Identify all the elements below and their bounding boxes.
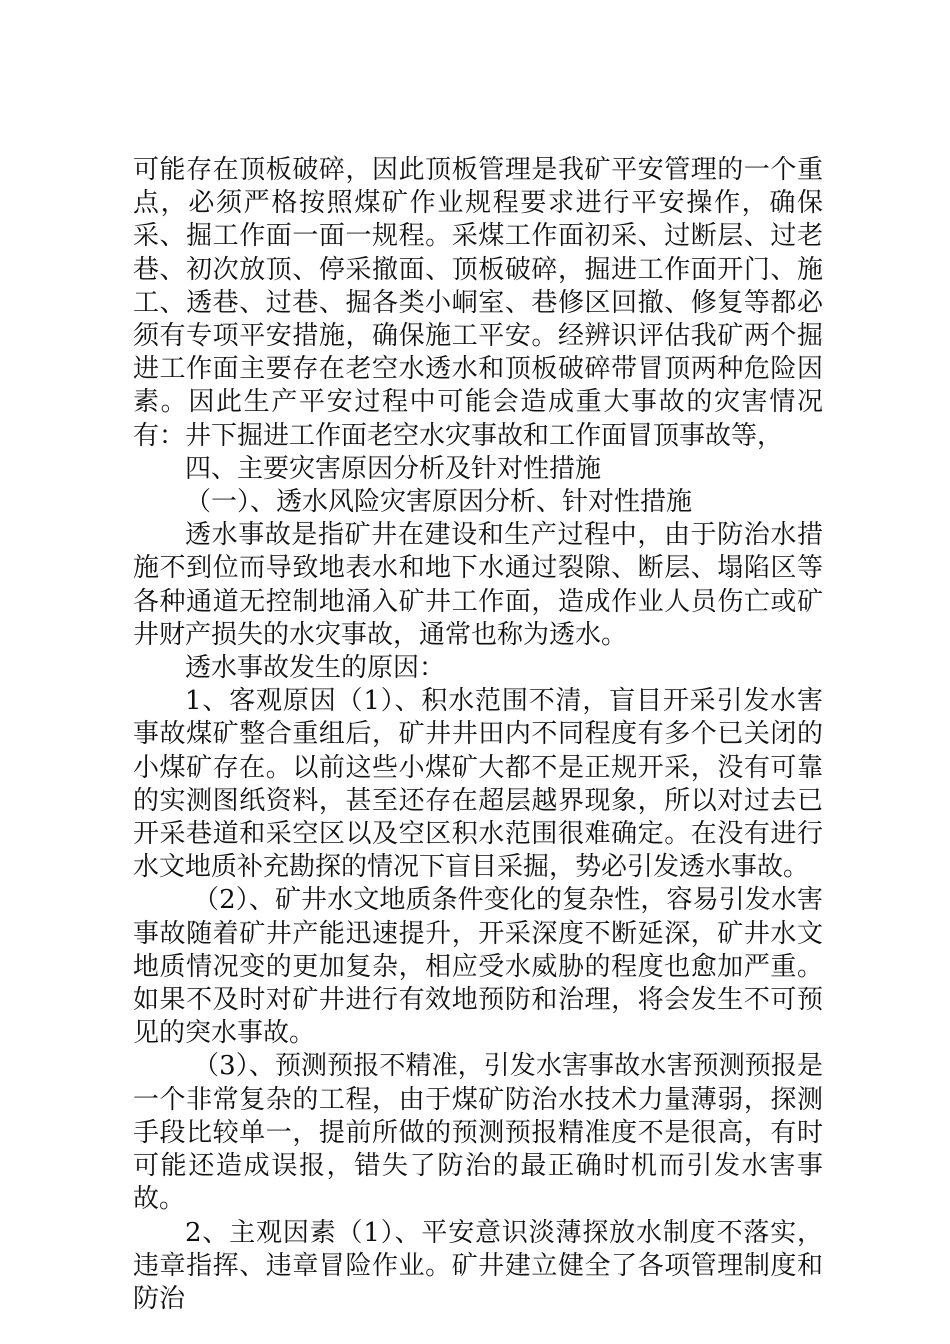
section-heading-hazard-causes: 四、主要灾害原因分析及针对性措施 xyxy=(185,453,602,484)
paragraph-water-inrush-definition: 透水事故是指矿井在建设和生产过程中，由于防治水措施不到位而导致地表水和地下水通过裂隙、断层、塌陷区等各种通道无控制地涌入矿井工作面，造成作业人员伤亡或矿井财产损失的水灾事故，通常也称为透水。 xyxy=(133,520,823,650)
paragraph-subjective-cause-1: 2、主观因素（1）、平安意识淡薄探放水制度不落实，违章指挥、违章冒险作业。矿井建立健全了各项管理制度和防治 xyxy=(133,1217,823,1314)
paragraph-water-inrush-causes-intro: 透水事故发生的原因： xyxy=(185,653,446,684)
paragraph-objective-cause-1: 1、客观原因（1）、积水范围不清，盲目开采引发水害事故煤矿整合重组后，矿井井田内不同程度有多个已关闭的小煤矿存在。以前这些小煤矿大都不是正规开采，没有可靠的实测图纸资料，甚至还存在超层越界现象，所以对过去已开采巷道和采空区以及空区积水范围很难确定。在没有进行水文地质补充勘探的情况下盲目采掘，势必引发透水事故。 xyxy=(133,686,823,883)
subsection-heading-water-inrush: （一）、透水风险灾害原因分析、针对性措施 xyxy=(185,487,693,518)
paragraph-objective-cause-2: （2）、矿井水文地质条件变化的复杂性，容易引发水害事故随着矿井产能迅速提升，开采深度不断延深，矿井水文地质情况变的更加复杂，相应受水威胁的程度也愈加严重。如果不及时对矿井进行有效地预防和治理，将会发生不可预见的突水事故。 xyxy=(133,885,823,1049)
document-body xyxy=(133,154,823,1316)
paragraph-roof-management: 可能存在顶板破碎，因此顶板管理是我矿平安管理的一个重点，必须严格按照煤矿作业规程要求进行平安操作，确保采、掘工作面一面一规程。采煤工作面初采、过断层、过老巷、初次放顶、停采撤面、顶板破碎，掘进工作面开门、施工、透巷、过巷、掘各类小峒室、巷修区回撤、修复等都必须有专项平安措施，确保施工平安。经辨识评估我矿两个掘进工作面主要存在老空水透水和顶板破碎带冒顶两种危险因素。因此生产平安过程中可能会造成重大事故的灾害情况有：井下掘进工作面老空水灾事故和工作面冒顶事故等， xyxy=(133,155,823,451)
paragraph-objective-cause-3: （3）、预测预报不精准，引发水害事故水害预测预报是一个非常复杂的工程，由于煤矿防治水技术力量薄弱，探测手段比较单一，提前所做的预测预报精准度不是很高，有时可能还造成误报，错失了防治的最正确时机而引发水害事故。 xyxy=(133,1051,823,1215)
